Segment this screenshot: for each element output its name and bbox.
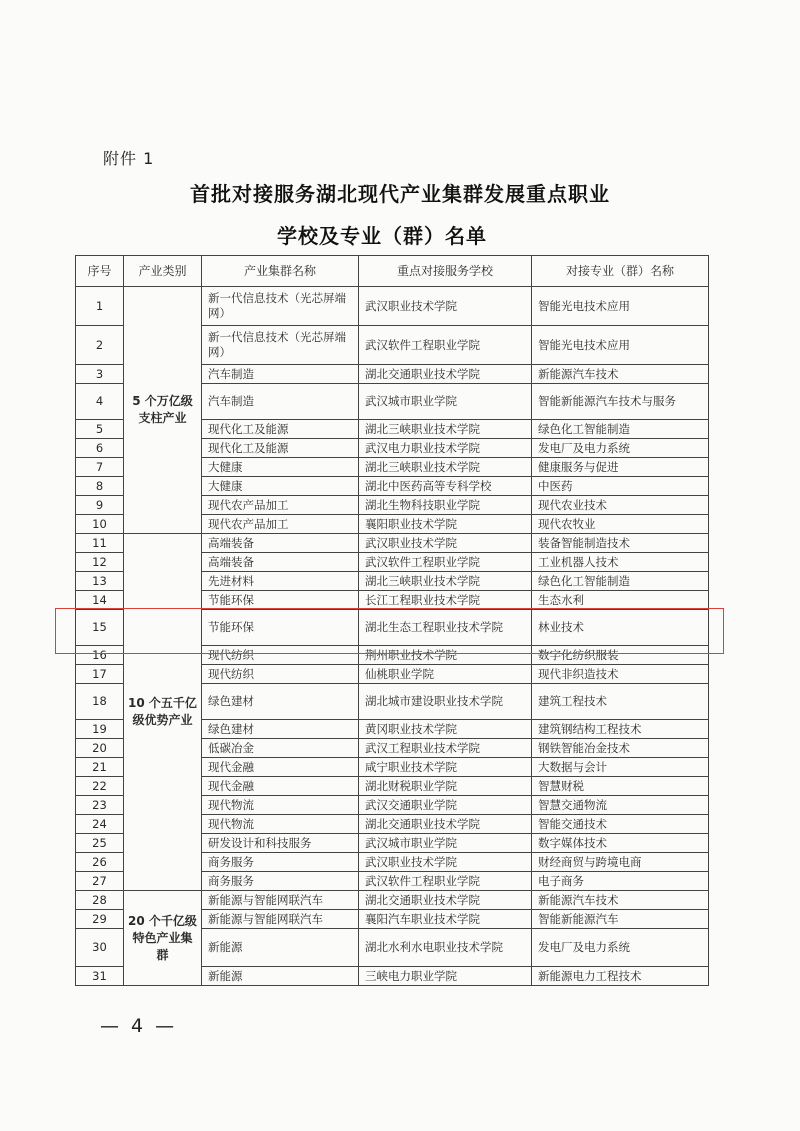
major-cell: 数字媒体技术 [532,834,709,853]
cluster-cell: 新一代信息技术（光芯屏端网） [202,287,359,326]
major-cell: 发电厂及电力系统 [532,439,709,458]
major-cell: 钢铁智能冶金技术 [532,739,709,758]
table-row [76,287,709,326]
cluster-cell: 现代化工及能源 [202,420,359,439]
cluster-cell: 现代纺织 [202,646,359,665]
school-cell: 湖北中医药高等专科学校 [359,477,532,496]
row-number: 19 [76,720,124,739]
major-cell: 发电厂及电力系统 [532,929,709,967]
school-cell: 武汉交通职业学院 [359,796,532,815]
row-number: 6 [76,439,124,458]
row-number: 25 [76,834,124,853]
cluster-cell: 新能源 [202,929,359,967]
cluster-cell: 现代农产品加工 [202,496,359,515]
school-cell: 湖北交通职业技术学院 [359,891,532,910]
major-cell: 智能交通技术 [532,815,709,834]
cluster-cell: 新能源与智能网联汽车 [202,891,359,910]
table-row [76,534,709,553]
row-number: 12 [76,553,124,572]
row-number: 3 [76,365,124,384]
row-number: 23 [76,796,124,815]
major-cell: 新能源电力工程技术 [532,967,709,986]
row-number: 17 [76,665,124,684]
header-no: 序号 [76,256,124,287]
cluster-cell: 商务服务 [202,853,359,872]
cluster-cell: 现代农产品加工 [202,515,359,534]
row-number: 1 [76,287,124,326]
school-cell: 湖北三峡职业技术学院 [359,420,532,439]
row-number: 16 [76,646,124,665]
school-cell: 湖北城市建设职业技术学院 [359,684,532,720]
school-cell: 黄冈职业技术学院 [359,720,532,739]
row-number: 28 [76,891,124,910]
cluster-cell: 先进材料 [202,572,359,591]
major-cell: 智慧财税 [532,777,709,796]
school-cell: 武汉职业技术学院 [359,287,532,326]
major-cell: 健康服务与促进 [532,458,709,477]
row-number: 11 [76,534,124,553]
header-category: 产业类别 [124,256,202,287]
cluster-cell: 现代化工及能源 [202,439,359,458]
header-major: 对接专业（群）名称 [532,256,709,287]
row-number: 5 [76,420,124,439]
school-cell: 仙桃职业学院 [359,665,532,684]
cluster-cell: 大健康 [202,458,359,477]
school-cell: 武汉职业技术学院 [359,853,532,872]
row-number: 30 [76,929,124,967]
cluster-cell: 现代金融 [202,777,359,796]
table-row [76,891,709,910]
major-cell: 现代农业技术 [532,496,709,515]
school-cell: 湖北三峡职业技术学院 [359,458,532,477]
document-subtitle: 学校及专业（群）名单 [277,224,487,248]
major-cell: 智慧交通物流 [532,796,709,815]
school-cell: 湖北三峡职业技术学院 [359,572,532,591]
row-number: 26 [76,853,124,872]
cluster-cell: 新能源 [202,967,359,986]
cluster-cell: 新能源与智能网联汽车 [202,910,359,929]
major-cell: 建筑工程技术 [532,684,709,720]
cluster-cell: 汽车制造 [202,384,359,420]
row-number: 18 [76,684,124,720]
major-cell: 智能新能源汽车技术与服务 [532,384,709,420]
school-cell: 武汉软件工程职业学院 [359,326,532,365]
school-cell: 湖北水利水电职业技术学院 [359,929,532,967]
cluster-cell: 现代物流 [202,815,359,834]
major-cell: 电子商务 [532,872,709,891]
row-number: 2 [76,326,124,365]
category-cell: 5 个万亿级支柱产业 [124,287,202,534]
row-number: 27 [76,872,124,891]
header-school: 重点对接服务学校 [359,256,532,287]
major-cell: 现代非织造技术 [532,665,709,684]
cluster-cell: 高端装备 [202,534,359,553]
school-cell: 湖北生态工程职业技术学院 [359,610,532,646]
school-cell: 长江工程职业技术学院 [359,591,532,610]
major-cell: 中医药 [532,477,709,496]
major-cell: 现代农牧业 [532,515,709,534]
category-cell: 20 个千亿级特色产业集群 [124,891,202,986]
header-cluster: 产业集群名称 [202,256,359,287]
school-cell: 武汉软件工程职业学院 [359,553,532,572]
cluster-cell: 现代金融 [202,758,359,777]
cluster-cell: 节能环保 [202,610,359,646]
major-cell: 建筑钢结构工程技术 [532,720,709,739]
row-number: 24 [76,815,124,834]
major-cell: 智能新能源汽车 [532,910,709,929]
school-cell: 武汉职业技术学院 [359,534,532,553]
cluster-cell: 低碳冶金 [202,739,359,758]
major-cell: 新能源汽车技术 [532,365,709,384]
row-number: 10 [76,515,124,534]
page-number: — 4 — [100,1015,178,1037]
major-cell: 新能源汽车技术 [532,891,709,910]
school-cell: 荆州职业技术学院 [359,646,532,665]
row-number: 31 [76,967,124,986]
document-title: 首批对接服务湖北现代产业集群发展重点职业 [190,182,610,206]
cluster-cell: 汽车制造 [202,365,359,384]
cluster-cell: 绿色建材 [202,720,359,739]
major-cell: 智能光电技术应用 [532,326,709,365]
cluster-cell: 现代纺织 [202,665,359,684]
school-cell: 三峡电力职业学院 [359,967,532,986]
major-cell: 装备智能制造技术 [532,534,709,553]
row-number: 9 [76,496,124,515]
attachment-label: 附件 1 [103,149,155,168]
row-number: 29 [76,910,124,929]
major-cell: 大数据与会计 [532,758,709,777]
school-cell: 湖北财税职业学院 [359,777,532,796]
school-cell: 湖北生物科技职业学院 [359,496,532,515]
cluster-cell: 现代物流 [202,796,359,815]
cluster-cell: 节能环保 [202,591,359,610]
row-number: 4 [76,384,124,420]
major-cell: 林业技术 [532,610,709,646]
school-list-table [75,255,709,986]
cluster-cell: 大健康 [202,477,359,496]
school-cell: 湖北交通职业技术学院 [359,365,532,384]
school-cell: 襄阳职业技术学院 [359,515,532,534]
major-cell: 绿色化工智能制造 [532,420,709,439]
major-cell: 绿色化工智能制造 [532,572,709,591]
table-header-row [76,256,709,287]
row-number: 14 [76,591,124,610]
school-cell: 武汉电力职业技术学院 [359,439,532,458]
major-cell: 财经商贸与跨境电商 [532,853,709,872]
school-cell: 湖北交通职业技术学院 [359,815,532,834]
school-cell: 武汉软件工程职业学院 [359,872,532,891]
row-number: 15 [76,610,124,646]
school-cell: 武汉工程职业技术学院 [359,739,532,758]
category-cell: 10 个五千亿级优势产业 [124,534,202,891]
row-number: 20 [76,739,124,758]
major-cell: 工业机器人技术 [532,553,709,572]
major-cell: 智能光电技术应用 [532,287,709,326]
cluster-cell: 高端装备 [202,553,359,572]
school-cell: 武汉城市职业学院 [359,834,532,853]
cluster-cell: 研发设计和科技服务 [202,834,359,853]
school-cell: 襄阳汽车职业技术学院 [359,910,532,929]
row-number: 13 [76,572,124,591]
row-number: 7 [76,458,124,477]
row-number: 22 [76,777,124,796]
school-cell: 武汉城市职业学院 [359,384,532,420]
major-cell: 生态水利 [532,591,709,610]
row-number: 8 [76,477,124,496]
cluster-cell: 商务服务 [202,872,359,891]
cluster-cell: 绿色建材 [202,684,359,720]
row-number: 21 [76,758,124,777]
cluster-cell: 新一代信息技术（光芯屏端网） [202,326,359,365]
school-cell: 咸宁职业技术学院 [359,758,532,777]
major-cell: 数字化纺织服装 [532,646,709,665]
